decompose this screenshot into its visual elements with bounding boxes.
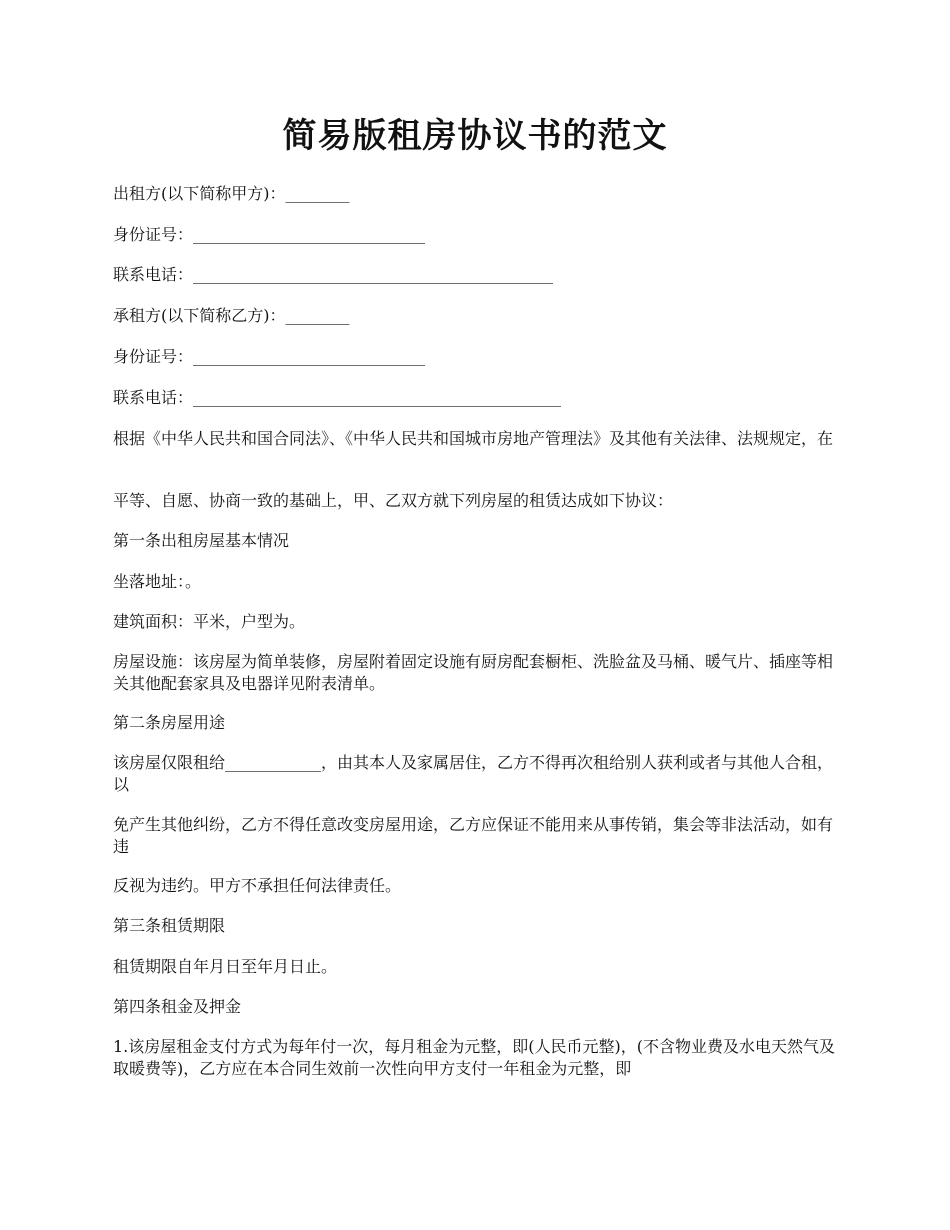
usage-paragraph-1: 该房屋仅限租给____________，由其本人及家属居住，乙方不得再次租给别人获利或者与其他人合租，以	[113, 753, 834, 794]
usage-paragraph-3: 反视为违约。甲方不承担任何法律责任。	[113, 876, 402, 895]
article-1-heading: 第一条出租房屋基本情况	[113, 531, 290, 550]
article-4-heading: 第四条租金及押金	[113, 997, 242, 1016]
lessee-name-line: 承租方(以下简称乙方)：________	[113, 306, 350, 325]
lessor-phone-line: 联系电话：_____________________________________________	[113, 265, 554, 284]
usage-paragraph-2: 免产生其他纠纷，乙方不得任意改变房屋用途，乙方应保证不能用来从事传销，集会等非法活动，如有违	[113, 815, 834, 856]
article-2-heading: 第二条房屋用途	[113, 713, 226, 732]
agreement-intro-paragraph: 平等、自愿、协商一致的基础上，甲、乙双方就下列房屋的租赁达成如下协议：	[113, 491, 674, 510]
rent-payment-paragraph: 1.该房屋租金支付方式为每年付一次，每月租金为元整，即(人民币元整)，(不含物业费及水电天然气及取暖费等)，乙方应在本合同生效前一次性向甲方支付一年租金为元整，即	[113, 1037, 835, 1078]
lessor-name-line: 出租方(以下简称甲方)：________	[113, 184, 350, 203]
lessor-id-line: 身份证号：_____________________________	[113, 225, 426, 244]
facilities-paragraph: 房屋设施：该房屋为简单装修，房屋附着固定设施有厨房配套橱柜、洗脸盆及马桶、暖气片、插座等相关其他配套家具及电器详见附表清单。	[113, 652, 834, 693]
term-line: 租赁期限自年月日至年月日止。	[113, 957, 338, 976]
article-3-heading: 第三条租赁期限	[113, 916, 226, 935]
area-line: 建筑面积：平米，户型为。	[113, 612, 306, 631]
address-line: 坐落地址：。	[113, 572, 202, 591]
lessee-phone-line: 联系电话：______________________________________________	[113, 388, 562, 407]
legal-basis-paragraph: 根据《中华人民共和国合同法》、《中华人民共和国城市房地产管理法》及其他有关法律、法规规定，在	[113, 429, 834, 448]
lessee-id-line: 身份证号：_____________________________	[113, 347, 426, 366]
document-title: 简易版租房协议书的范文	[282, 116, 668, 156]
